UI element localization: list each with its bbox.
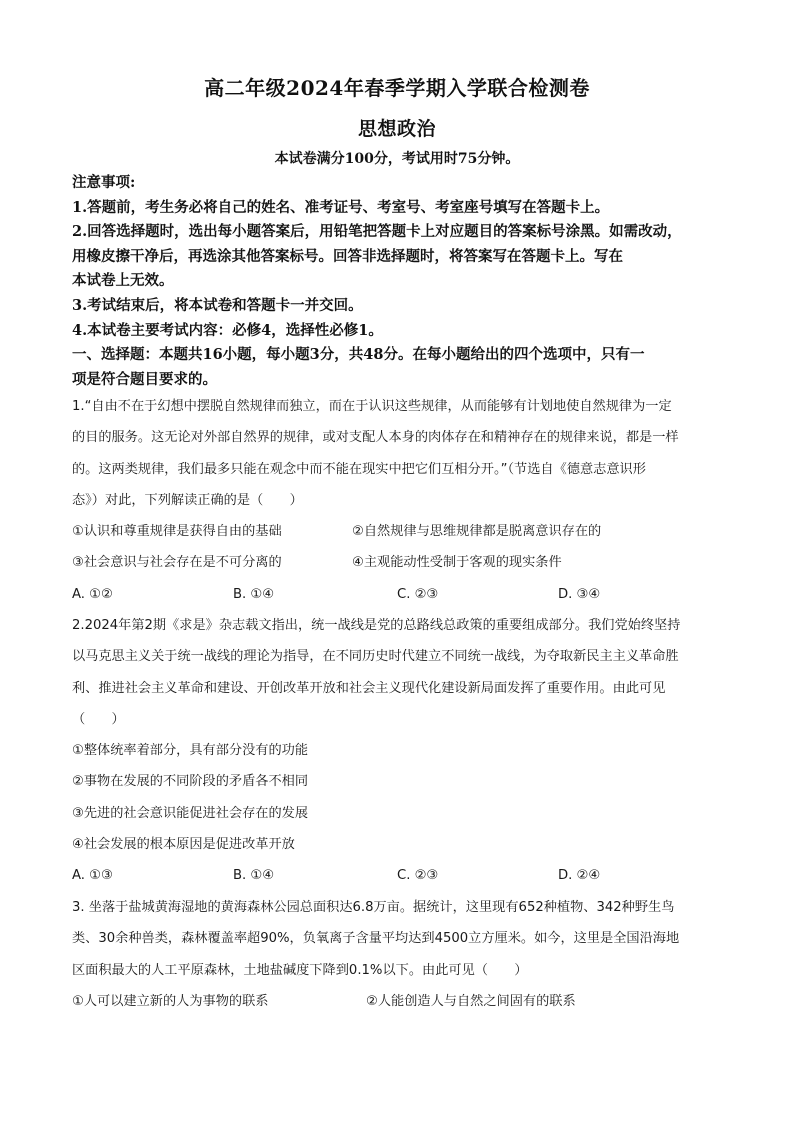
option-c[interactable]: C. ②③ bbox=[397, 868, 439, 884]
question-text: 的。这两类规律，我们最多只能在观念中而不能在现实中把它们互相分开。”（节选自《德意志意识形 bbox=[72, 461, 646, 477]
option-b[interactable]: B. ①④ bbox=[233, 868, 275, 884]
option-a[interactable]: A. ①② bbox=[72, 586, 113, 602]
statement-row bbox=[72, 516, 732, 547]
option-b[interactable]: B. ①④ bbox=[233, 586, 275, 602]
question-2 bbox=[72, 610, 732, 892]
question-text: 利、推进社会主义革命和建设、开创改革开放和社会主义现代化建设新局面发挥了重要作用。由此可见 bbox=[72, 680, 666, 696]
statement-row bbox=[72, 547, 732, 578]
question-text: 以马克思主义关于统一战线的理论为指导，在不同历史时代建立不同统一战线，为夺取新民主主义革命胜 bbox=[72, 649, 679, 665]
question-text: 区面积最大的人工平原森林，土地盐碱度下降到0.1%以下。由此可见（ ） bbox=[72, 962, 528, 978]
statement: ③社会意识与社会存在是不可分离的 bbox=[72, 555, 282, 571]
option-a[interactable]: A. ①③ bbox=[72, 868, 113, 884]
notice-heading: 注意事项: bbox=[72, 174, 136, 191]
question-text: （ ） bbox=[72, 711, 125, 727]
option-d[interactable]: D. ③④ bbox=[558, 586, 601, 602]
statement-row bbox=[72, 986, 732, 1017]
section-heading: 一、选择题：本题共16小题，每小题3分，共48分。在每小题给出的四个选项中，只有一 bbox=[72, 346, 645, 364]
notice-block bbox=[72, 171, 732, 392]
notice-item: 用橡皮擦干净后，再选涂其他答案标号。回答非选择题时，将答案写在答题卡上。写在 bbox=[72, 247, 623, 265]
notice-item: 4.本试卷主要考试内容：必修4，选择性必修1。 bbox=[72, 321, 383, 339]
statement: ②人能创造人与自然之间固有的联系 bbox=[366, 993, 576, 1009]
question-text: 态》）对此，下列解读正确的是（ ） bbox=[72, 492, 303, 508]
question-text: 3. 坐落于盐城黄海湿地的黄海森林公园总面积达6.8万亩。据统计，这里现有652种植物、342种野生鸟 bbox=[72, 900, 675, 915]
question-text: 1.“自由不在于幻想中摆脱自然规律而独立，而在于认识这些规律，从而能够有计划地使自然规律为一定 bbox=[72, 399, 672, 414]
option-d[interactable]: D. ②④ bbox=[558, 868, 601, 884]
notice-item: 1.答题前，考生务必将自己的姓名、准考证号、考室号、考室座号填写在答题卡上。 bbox=[72, 198, 610, 216]
exam-title: 高二年级2024年春季学期入学联合检测卷 bbox=[204, 76, 590, 100]
question-text: 2.2024年第2期《求是》杂志载文指出，统一战线是党的总路线总政策的重要组成部分。我们党始终坚持 bbox=[72, 618, 681, 633]
statement: ①整体统率着部分，具有部分没有的功能 bbox=[72, 743, 309, 759]
options-row bbox=[72, 579, 732, 610]
statement: ③先进的社会意识能促进社会存在的发展 bbox=[72, 805, 309, 821]
question-1 bbox=[72, 391, 732, 610]
exam-info: 本试卷满分100分，考试用时75分钟。 bbox=[274, 151, 520, 167]
statement: ④社会发展的根本原因是促进改革开放 bbox=[72, 837, 295, 853]
notice-item: 本试卷上无效。 bbox=[72, 272, 174, 290]
subject-title: 思想政治 bbox=[357, 118, 436, 140]
question-text: 的目的服务。这无论对外部自然界的规律，或对支配人本身的肉体存在和精神存在的规律来说，都是一样 bbox=[72, 430, 679, 446]
options-row bbox=[72, 860, 732, 891]
section-heading: 项是符合题目要求的。 bbox=[72, 370, 217, 388]
notice-item: 3.考试结束后，将本试卷和答题卡一并交回。 bbox=[72, 296, 363, 314]
question-text: 类、30余种兽类，森林覆盖率超90%，负氧离子含量平均达到4500立方厘米。如今，这里是全国沿海地 bbox=[72, 931, 680, 947]
statement: ②事物在发展的不同阶段的矛盾各不相同 bbox=[72, 774, 309, 790]
statement: ②自然规律与思维规律都是脱离意识存在的 bbox=[352, 524, 602, 540]
option-c[interactable]: C. ②③ bbox=[397, 586, 439, 602]
statement: ①人可以建立新的人为事物的联系 bbox=[72, 993, 269, 1009]
question-3 bbox=[72, 892, 732, 1017]
statement: ①认识和尊重规律是获得自由的基础 bbox=[72, 524, 282, 540]
notice-item: 2.回答选择题时，选出每小题答案后，用铅笔把答题卡上对应题目的答案标号涂黑。如需改动， bbox=[72, 223, 682, 241]
statement: ④主观能动性受制于客观的现实条件 bbox=[352, 555, 562, 571]
